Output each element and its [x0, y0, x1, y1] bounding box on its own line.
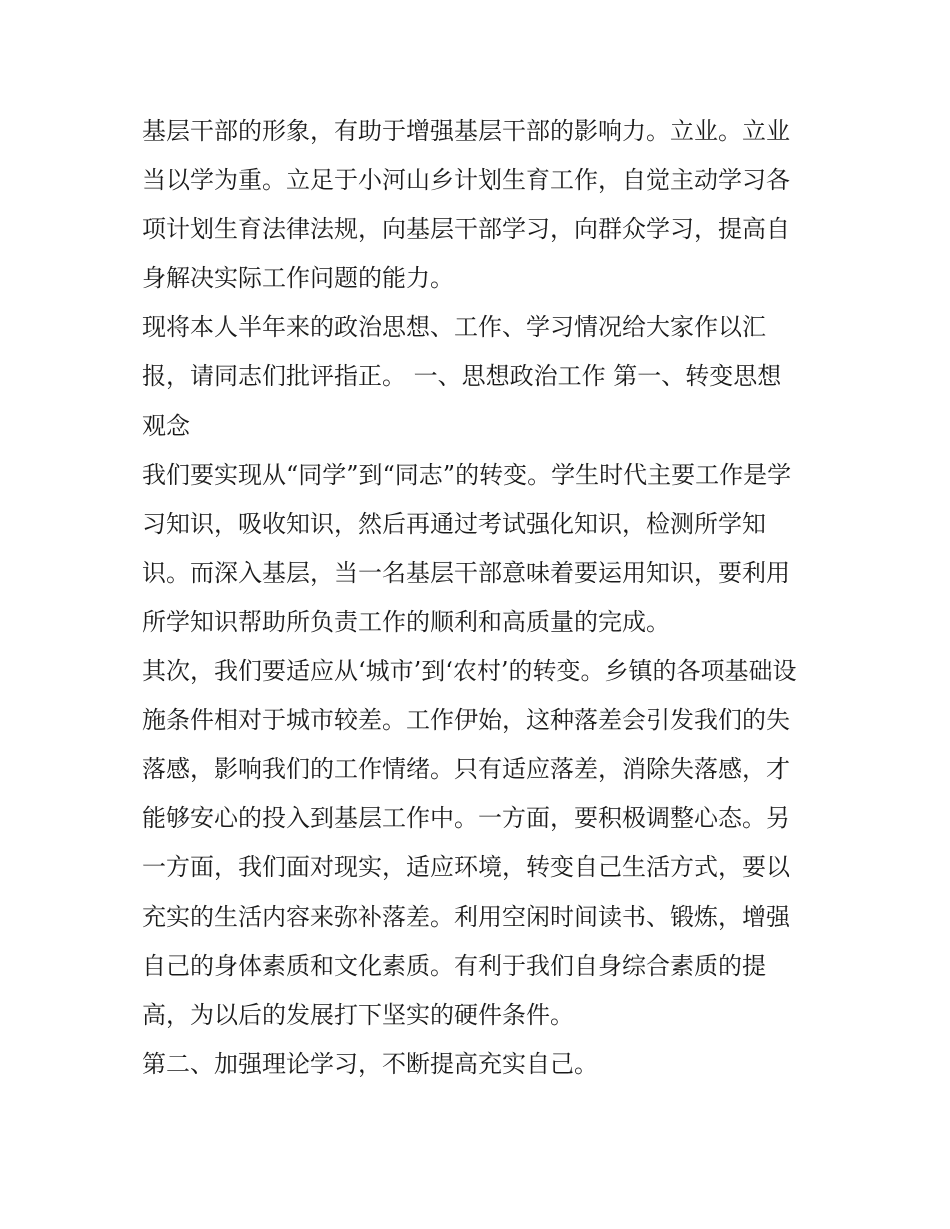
text-line: 充实的生活内容来弥补落差。利用空闲时间读书、锻炼，增强: [142, 902, 790, 931]
text-line: 我们要实现从“同学”到“同志”的转变。学生时代主要工作是学: [142, 460, 792, 489]
document-body: [142, 107, 814, 1089]
text-line: 基层干部的形象，有助于增强基层干部的影响力。立业。立业: [142, 117, 790, 145]
text-line: 报，请同志们批评指正。 一、思想政治工作 第一、转变思想: [142, 362, 782, 391]
text-line: 高，为以后的发展打下坚实的硬件条件。: [142, 1000, 574, 1029]
text-line: 身解决实际工作问题的能力。: [142, 264, 454, 293]
section-heading: 第二、加强理论学习，不断提高充实自己。: [142, 1049, 598, 1078]
text-line: 自己的身体素质和文化素质。有利于我们自身综合素质的提: [142, 951, 766, 980]
paragraph-5: [142, 1040, 814, 1089]
text-line: 项计划生育法律法规，向基层干部学习，向群众学习，提高自: [142, 215, 790, 244]
text-line: 所学知识帮助所负责工作的顺利和高质量的完成。: [142, 607, 670, 636]
paragraph-1: [142, 107, 814, 303]
text-line: 其次，我们要适应从‘城市’到‘农村’的转变。乡镇的各项基础设: [142, 657, 797, 686]
text-line: 一方面，我们面对现实，适应环境，转变自己生活方式，要以: [142, 853, 790, 882]
paragraph-4: [142, 647, 814, 1040]
text-line: 观念: [142, 411, 190, 440]
text-line: 现将本人半年来的政治思想、工作、学习情况给大家作以汇: [142, 313, 766, 342]
text-line: 落感，影响我们的工作情绪。只有适应落差，消除失落感，才: [142, 755, 790, 784]
paragraph-2: [142, 303, 814, 450]
text-line: 施条件相对于城市较差。工作伊始，这种落差会引发我们的失: [142, 706, 790, 735]
text-line: 能够安心的投入到基层工作中。一方面，要积极调整心态。另: [142, 804, 790, 833]
text-line: 识。而深入基层，当一名基层干部意味着要运用知识，要利用: [142, 558, 790, 587]
text-line: 当以学为重。立足于小河山乡计划生育工作，自觉主动学习各: [142, 166, 790, 195]
text-line: 习知识，吸收知识，然后再通过考试强化知识，检测所学知: [142, 509, 766, 538]
paragraph-3: [142, 451, 814, 647]
